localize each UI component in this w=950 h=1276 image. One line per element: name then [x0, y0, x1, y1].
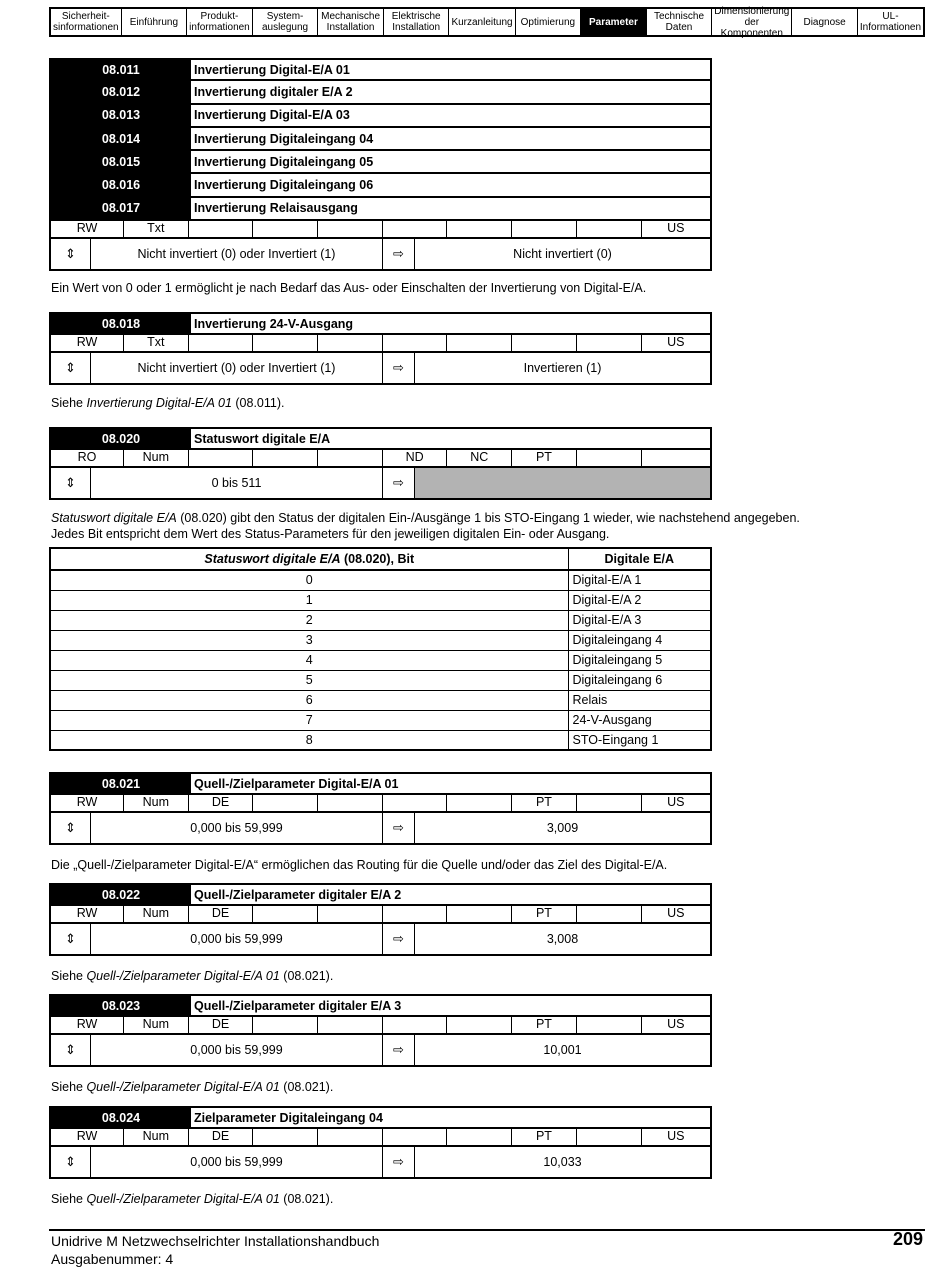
see-reference: [51, 1079, 931, 1095]
param-default: 10,033: [543, 1155, 582, 1170]
param-block-08-024: [49, 1106, 712, 1179]
param-block-08-021: [49, 772, 712, 845]
param-range-row: [49, 813, 712, 845]
param-flag: [253, 1017, 318, 1033]
nav-tab[interactable]: [253, 9, 319, 35]
nav-tab-label: Kurzanleitung: [451, 16, 513, 28]
param-flag: [447, 906, 512, 922]
param-flag: [577, 1017, 642, 1033]
routing-description: Die „Quell-/Zielparameter Digital-E/A“ ermöglichen das Routing für die Quelle und/oder das Ziel des Digital-E/A.: [51, 858, 668, 872]
param-flag: Txt: [124, 221, 189, 237]
param-number: 08.024: [51, 1108, 191, 1127]
param-flag: [447, 335, 512, 351]
right-arrow-icon: ⇨: [383, 239, 415, 269]
param-title-row: [49, 58, 712, 81]
param-flag: RW: [51, 221, 124, 237]
param-flags-row: [49, 450, 712, 468]
io-name: Digitaleingang 4: [568, 630, 711, 650]
see-prefix: Siehe: [51, 969, 87, 983]
see-reference: [51, 1191, 931, 1207]
param-flag: [577, 221, 642, 237]
param-title-row: [49, 198, 712, 221]
right-arrow-icon: ⇨: [383, 468, 415, 498]
bit-header-italic: Statuswort digitale E/A: [204, 552, 341, 566]
param-flag: [189, 450, 254, 466]
table-row: [50, 590, 711, 610]
io-name: Digital-E/A 2: [568, 590, 711, 610]
updown-arrow-icon: ⇕: [51, 1147, 91, 1177]
io-name: Digital-E/A 1: [568, 570, 711, 590]
param-flags-row: [49, 1017, 712, 1035]
see-suffix: (08.021).: [279, 1080, 334, 1094]
param-title-row: [49, 883, 712, 906]
param-title-row: [49, 772, 712, 795]
param-range: Nicht invertiert (0) oder Invertiert (1): [91, 239, 383, 269]
param-range: 0 bis 511: [91, 468, 383, 498]
param-flag: US: [667, 906, 685, 921]
table-row: [50, 670, 711, 690]
nav-tab-label: Sicherheit- sinformationen: [53, 11, 119, 33]
param-flag: [447, 221, 512, 237]
param-title-row: [49, 128, 712, 151]
param-flag: [253, 795, 318, 811]
right-arrow-icon: ⇨: [383, 813, 415, 843]
param-block-08-022: [49, 883, 712, 956]
param-title-row: [49, 81, 712, 104]
param-range: 0,000 bis 59,999: [91, 924, 383, 954]
param-flag: [383, 906, 448, 922]
param-flag: [512, 221, 577, 237]
param-flag: Num: [124, 1017, 189, 1033]
io-column-header: Digitale E/A: [568, 548, 711, 570]
see-prefix: Siehe: [51, 1080, 87, 1094]
nav-tab-label: Mechanische Installation: [321, 11, 381, 33]
table-row: [50, 570, 711, 590]
right-arrow-icon: ⇨: [383, 1147, 415, 1177]
bit-number: 8: [50, 730, 568, 750]
bit-number: 2: [50, 610, 568, 630]
param-title-row: [49, 151, 712, 174]
param-block-08-018: [49, 312, 712, 385]
status-line2: Jedes Bit entspricht dem Wert des Status-Parameters für den jeweiligen digitalen Ein- oder Ausgang.: [51, 527, 610, 541]
param-default: 10,001: [543, 1043, 582, 1058]
param-flag: [318, 221, 383, 237]
param-flag: [253, 221, 318, 237]
bit-number: 4: [50, 650, 568, 670]
param-flag: [318, 1129, 383, 1145]
io-name: STO-Eingang 1: [568, 730, 711, 750]
table-row: [50, 610, 711, 630]
nav-tab-label: Einführung: [129, 16, 179, 28]
see-reference: [51, 395, 931, 411]
bit-number: 3: [50, 630, 568, 650]
updown-arrow-icon: ⇕: [51, 924, 91, 954]
see-suffix: (08.021).: [279, 969, 334, 983]
param-number: 08.023: [51, 996, 191, 1015]
bit-table: [49, 547, 712, 751]
bit-table-header: [50, 548, 711, 570]
nav-tab[interactable]: [187, 9, 253, 35]
nav-tab[interactable]: [449, 9, 515, 35]
see-suffix: (08.011).: [231, 396, 285, 410]
param-flag: RW: [51, 795, 124, 811]
param-flag: [577, 906, 642, 922]
nav-tab[interactable]: [516, 9, 582, 35]
param-flag: [447, 1017, 512, 1033]
param-name: Invertierung Relaisausgang: [191, 198, 710, 219]
param-flag: [189, 335, 254, 351]
param-flag: Num: [124, 1129, 189, 1145]
bit-column-header: [50, 548, 568, 570]
nav-tab-label: Parameter: [588, 16, 638, 28]
nav-tab-label: Produkt- informationen: [189, 11, 250, 33]
param-flag: [253, 906, 318, 922]
nav-tab[interactable]: [318, 9, 384, 35]
see-prefix: Siehe: [51, 396, 87, 410]
table-row: [50, 630, 711, 650]
param-range: 0,000 bis 59,999: [91, 813, 383, 843]
nav-tab-label: Technische Daten: [653, 11, 705, 33]
bit-number: 5: [50, 670, 568, 690]
param-flag: [318, 335, 383, 351]
table-row: [50, 650, 711, 670]
nav-tab[interactable]: [581, 9, 647, 35]
bit-number: 1: [50, 590, 568, 610]
param-range-row: [49, 353, 712, 385]
param-range: Nicht invertiert (0) oder Invertiert (1): [91, 353, 383, 383]
see-prefix: Siehe: [51, 1192, 87, 1206]
param-title-row: [49, 105, 712, 128]
param-range: 0,000 bis 59,999: [91, 1035, 383, 1065]
param-name: Quell-/Zielparameter digitaler E/A 3: [191, 996, 710, 1015]
param-range: 0,000 bis 59,999: [91, 1147, 383, 1177]
param-name: Invertierung Digitaleingang 05: [191, 151, 710, 172]
param-flag: [318, 450, 383, 466]
nav-tab[interactable]: [792, 9, 858, 35]
param-name: Zielparameter Digitaleingang 04: [191, 1108, 710, 1127]
param-flag: [253, 335, 318, 351]
table-row: [50, 730, 711, 750]
param-flag: PT: [512, 795, 577, 811]
io-name: Digitaleingang 6: [568, 670, 711, 690]
param-number: 08.018: [51, 314, 191, 333]
param-flag: [253, 450, 318, 466]
param-flag: [318, 795, 383, 811]
param-name: Invertierung Digital-E/A 01: [191, 60, 710, 79]
nav-tab-label: Dimensionierung der Komponenten: [714, 5, 790, 39]
chapter-nav: [49, 7, 925, 37]
param-title-row: [49, 312, 712, 335]
param-flag: PT: [512, 1129, 577, 1145]
param-range-row: [49, 468, 712, 500]
param-flags-row: [49, 335, 712, 353]
param-name: Invertierung Digitaleingang 06: [191, 174, 710, 195]
param-title-row: [49, 994, 712, 1017]
param-flag: [577, 450, 642, 466]
param-number: 08.021: [51, 774, 191, 793]
description: Ein Wert von 0 oder 1 ermöglicht je nach Bedarf das Aus- oder Einschalten der Invertierung von Digital-E/A.: [51, 281, 647, 295]
param-flag: [318, 906, 383, 922]
param-flag: RO: [51, 450, 124, 466]
param-number: 08.015: [51, 151, 191, 172]
param-flag: Num: [124, 450, 189, 466]
footer-issue: Ausgabenummer: 4: [51, 1251, 174, 1267]
status-ref: Statuswort digitale E/A: [51, 511, 177, 525]
footer-rule: [49, 1229, 925, 1231]
see-ref: Invertierung Digital-E/A 01: [86, 396, 232, 410]
param-flag: Num: [124, 906, 189, 922]
param-range-row: [49, 239, 712, 271]
param-flag: [253, 1129, 318, 1145]
footer-title: Unidrive M Netzwechselrichter Installationshandbuch: [51, 1233, 380, 1249]
param-flag: US: [667, 795, 685, 810]
param-flag: DE: [189, 795, 254, 811]
updown-arrow-icon: ⇕: [51, 239, 91, 269]
param-range-row: [49, 1035, 712, 1067]
updown-arrow-icon: ⇕: [51, 813, 91, 843]
param-flag: [577, 1129, 642, 1145]
param-name: Quell-/Zielparameter digitaler E/A 2: [191, 885, 710, 904]
param-flag: RW: [51, 906, 124, 922]
nav-tab[interactable]: [51, 9, 122, 35]
param-flag: [642, 450, 711, 466]
param-name: Invertierung 24-V-Ausgang: [191, 314, 710, 333]
param-flag: PT: [512, 450, 577, 466]
param-flag: US: [667, 221, 685, 236]
param-number: 08.013: [51, 105, 191, 126]
param-number: 08.012: [51, 81, 191, 102]
io-name: 24-V-Ausgang: [568, 710, 711, 730]
param-flags-row: [49, 1129, 712, 1147]
nav-tab[interactable]: [647, 9, 713, 35]
nav-tab-label: Optimierung: [520, 16, 576, 28]
bit-number: 7: [50, 710, 568, 730]
param-flag: NC: [447, 450, 512, 466]
param-default: 3,008: [546, 932, 579, 947]
param-name: Invertierung Digitaleingang 04: [191, 128, 710, 149]
param-default: Invertieren (1): [523, 361, 602, 376]
param-flags-row: [49, 221, 712, 239]
param-flag: [447, 795, 512, 811]
param-flag: [512, 335, 577, 351]
param-flag: Txt: [124, 335, 189, 351]
updown-arrow-icon: ⇕: [51, 353, 91, 383]
param-flag: DE: [189, 906, 254, 922]
param-name: Quell-/Zielparameter Digital-E/A 01: [191, 774, 710, 793]
bit-header-rest: (08.020), Bit: [340, 552, 415, 566]
param-flag: PT: [512, 1017, 577, 1033]
see-ref: Quell-/Zielparameter Digital-E/A 01: [86, 969, 280, 983]
right-arrow-icon: ⇨: [383, 1035, 415, 1065]
param-block-08-020: [49, 427, 712, 500]
param-flag: [447, 1129, 512, 1145]
nav-tab-label: System- auslegung: [261, 11, 309, 33]
param-flag: RW: [51, 1017, 124, 1033]
param-flag: PT: [512, 906, 577, 922]
io-name: Digitaleingang 5: [568, 650, 711, 670]
param-flag: ND: [383, 450, 448, 466]
param-flag: US: [667, 1129, 685, 1144]
param-flag: [383, 335, 448, 351]
see-suffix: (08.021).: [279, 1192, 334, 1206]
param-number: 08.020: [51, 429, 191, 448]
param-number: 08.022: [51, 885, 191, 904]
bit-number: 0: [50, 570, 568, 590]
param-name: Statuswort digitale E/A: [191, 429, 710, 448]
param-flag: DE: [189, 1129, 254, 1145]
nav-tab-label: UL- Informationen: [859, 11, 922, 33]
nav-tab[interactable]: [122, 9, 188, 35]
nav-tab-label: Diagnose: [803, 16, 846, 28]
see-reference: [51, 968, 931, 984]
param-block-08-011: [49, 58, 712, 271]
page-number: 209: [892, 1229, 923, 1249]
param-flags-row: [49, 906, 712, 924]
param-title-row: [49, 427, 712, 450]
param-default: [415, 468, 710, 498]
param-flag: US: [667, 335, 685, 350]
param-number: 08.014: [51, 128, 191, 149]
nav-tab[interactable]: [858, 9, 923, 35]
updown-arrow-icon: ⇕: [51, 468, 91, 498]
param-flag: US: [667, 1017, 685, 1032]
param-number: 08.016: [51, 174, 191, 195]
param-default: 3,009: [546, 821, 579, 836]
table-row: [50, 690, 711, 710]
param-block-08-023: [49, 994, 712, 1067]
param-flag: [383, 221, 448, 237]
status-rest: (08.020) gibt den Status der digitalen Ein-/Ausgänge 1 bis STO-Eingang 1 wieder, wie nachstehend angegeben.: [176, 511, 800, 525]
io-name: Relais: [568, 690, 711, 710]
param-default: Nicht invertiert (0): [513, 247, 612, 262]
param-number: 08.017: [51, 198, 191, 219]
bit-number: 6: [50, 690, 568, 710]
param-flag: [383, 795, 448, 811]
nav-tab[interactable]: [712, 5, 792, 39]
param-name: Invertierung Digital-E/A 03: [191, 105, 710, 126]
see-ref: Quell-/Zielparameter Digital-E/A 01: [86, 1192, 280, 1206]
table-row: [50, 710, 711, 730]
param-flag: [383, 1017, 448, 1033]
status-description: [51, 510, 931, 542]
param-flag: DE: [189, 1017, 254, 1033]
io-name: Digital-E/A 3: [568, 610, 711, 630]
param-flag: RW: [51, 1129, 124, 1145]
param-flag: [383, 1129, 448, 1145]
updown-arrow-icon: ⇕: [51, 1035, 91, 1065]
see-ref: Quell-/Zielparameter Digital-E/A 01: [86, 1080, 280, 1094]
param-range-row: [49, 1147, 712, 1179]
param-flags-row: [49, 795, 712, 813]
param-flag: [189, 221, 254, 237]
param-number: 08.011: [51, 60, 191, 79]
param-flag: [577, 335, 642, 351]
param-flag: [318, 1017, 383, 1033]
param-title-row: [49, 1106, 712, 1129]
param-flag: Num: [124, 795, 189, 811]
nav-tab-label: Elektrische Installation: [391, 11, 441, 33]
right-arrow-icon: ⇨: [383, 353, 415, 383]
nav-tab[interactable]: [384, 9, 450, 35]
param-range-row: [49, 924, 712, 956]
param-title-row: [49, 174, 712, 197]
param-name: Invertierung digitaler E/A 2: [191, 81, 710, 102]
param-flag: RW: [51, 335, 124, 351]
right-arrow-icon: ⇨: [383, 924, 415, 954]
param-flag: [577, 795, 642, 811]
